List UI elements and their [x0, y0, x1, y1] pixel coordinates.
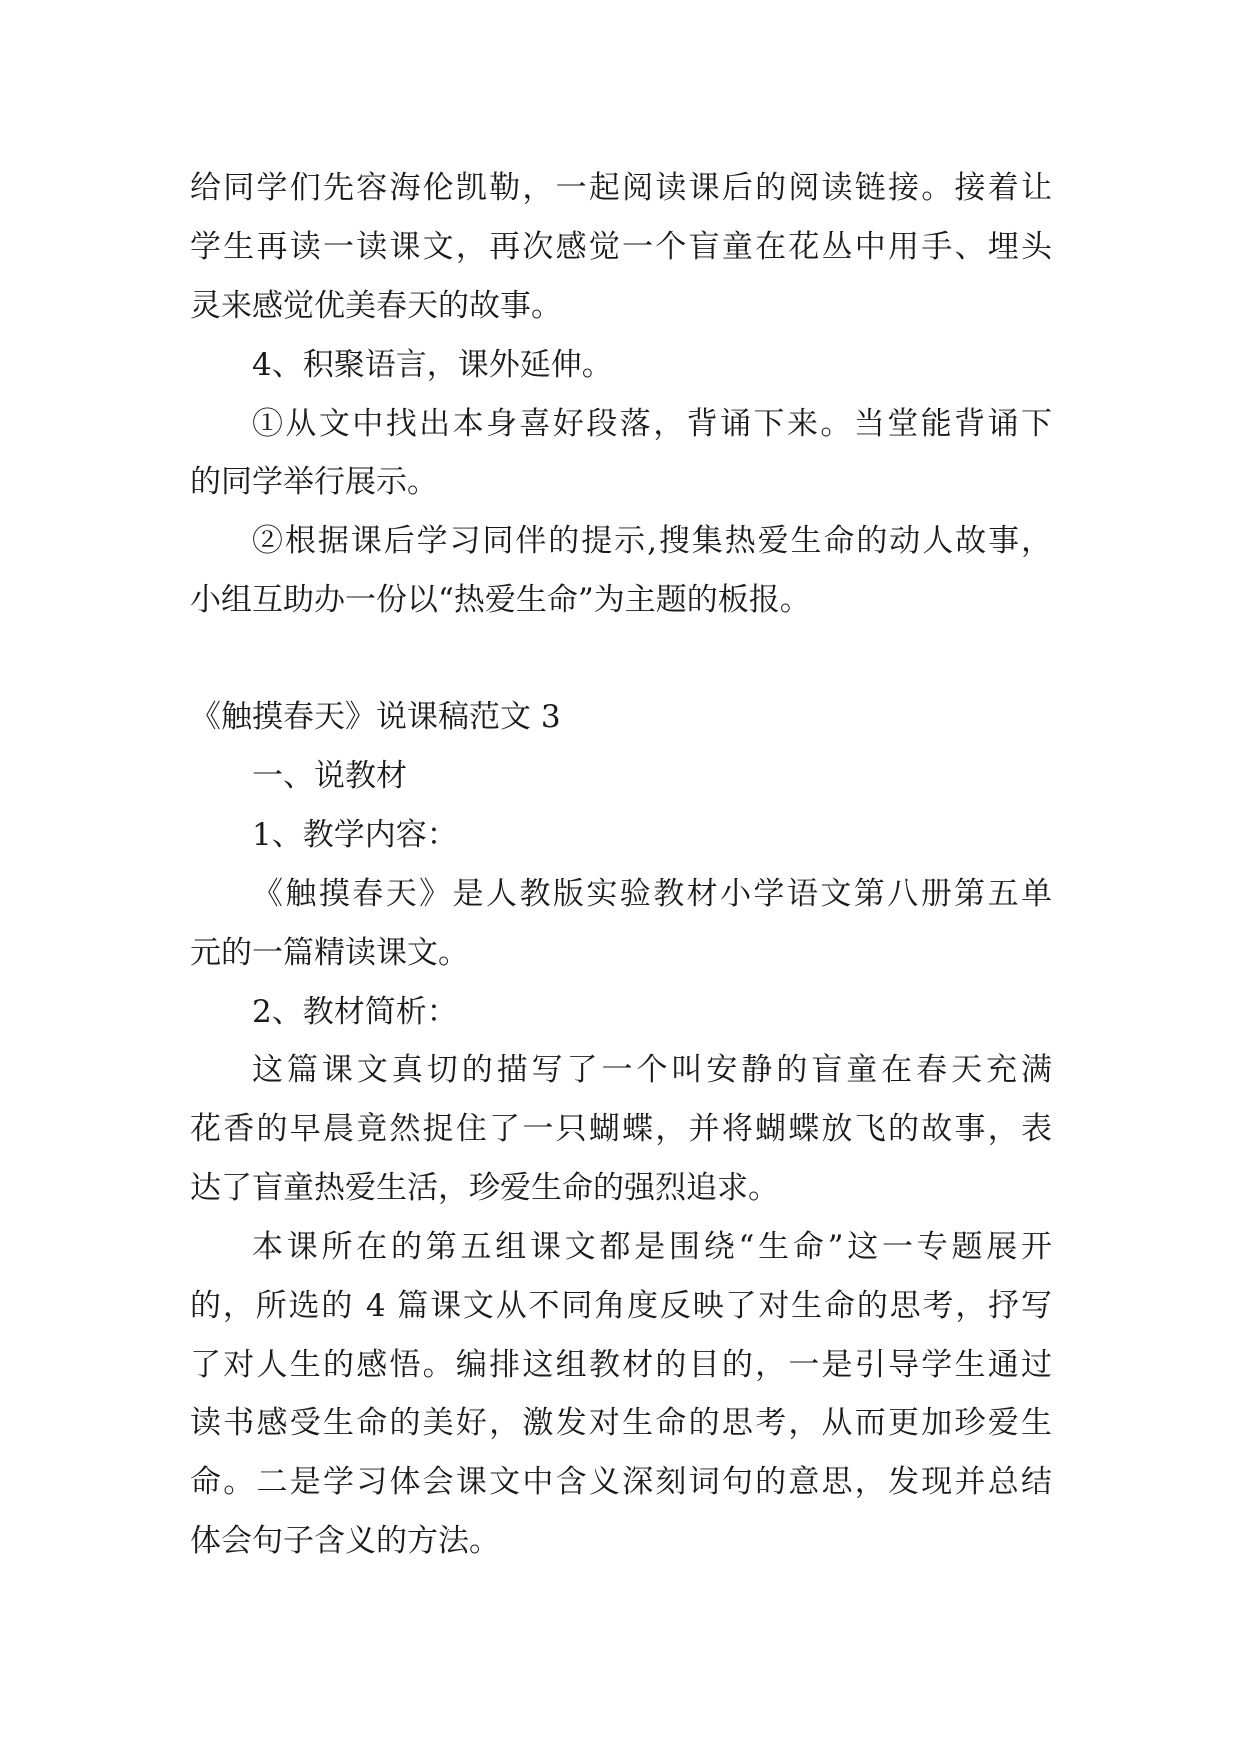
paragraph-line: 的，所选的 4 篇课文从不同角度反映了对生命的思考，抒写 [190, 1288, 1052, 1324]
list-item: 4、积聚语言，课外延伸。 [252, 347, 613, 383]
paragraph-line: 这篇课文真切的描写了一个叫安静的盲童在春天充满 [252, 1052, 1052, 1088]
list-item: ②根据课后学习同伴的提示,搜集热爱生命的动人故事， [252, 523, 1052, 559]
paragraph-line: 了对人生的感悟。编排这组教材的目的，一是引导学生通过 [190, 1347, 1052, 1383]
subsection-heading: 1、教学内容： [252, 817, 458, 853]
text-line: 小组互助办一份以“热爱生命”为主题的板报。 [190, 582, 811, 618]
section-title: 《触摸春天》说课稿范文 3 [190, 699, 561, 735]
text-line: 给同学们先容海伦凯勒，一起阅读课后的阅读链接。接着让 [190, 170, 1052, 206]
paragraph-line: 本课所在的第五组课文都是围绕“生命”这一专题展开 [252, 1229, 1052, 1265]
paragraph-line: 花香的早晨竟然捉住了一只蝴蝶，并将蝴蝶放飞的故事，表 [190, 1111, 1052, 1147]
paragraph-line: 体会句子含义的方法。 [190, 1523, 500, 1559]
text-line: 学生再读一读课文，再次感觉一个盲童在花丛中用手、埋头 [190, 229, 1052, 265]
paragraph-line: 《触摸春天》是人教版实验教材小学语文第八册第五单 [252, 876, 1052, 912]
paragraph-line: 元的一篇精读课文。 [190, 935, 469, 971]
list-item: ①从文中找出本身喜好段落，背诵下来。当堂能背诵下 [252, 406, 1052, 442]
paragraph-line: 读书感受生命的美好，激发对生命的思考，从而更加珍爱生 [190, 1405, 1052, 1441]
subsection-heading: 2、教材简析： [252, 994, 458, 1030]
text-line: 灵来感觉优美春天的故事。 [190, 288, 562, 324]
paragraph-line: 命。二是学习体会课文中含义深刻词句的意思，发现并总结 [190, 1464, 1052, 1500]
text-line: 的同学举行展示。 [190, 464, 438, 500]
paragraph-line: 达了盲童热爱生活，珍爱生命的强烈追求。 [190, 1170, 779, 1206]
section-heading: 一、说教材 [252, 758, 407, 794]
